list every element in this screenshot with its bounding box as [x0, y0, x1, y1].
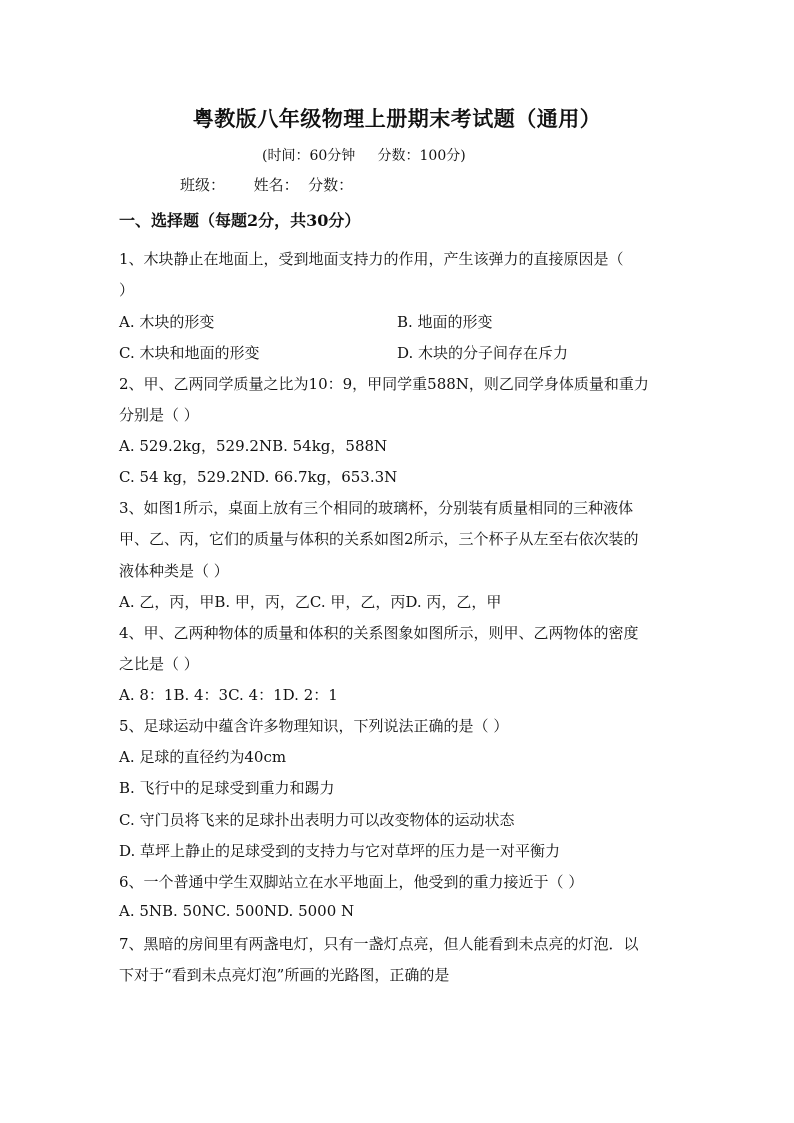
- exam-time-score: (时间：60分钟 分数：100分): [262, 148, 466, 164]
- question-6-options: A. 5NB. 50NC. 500ND. 5000 N: [119, 902, 355, 920]
- question-5-option-d: D. 草坪上静止的足球受到的支持力与它对草坪的压力是一对平衡力: [119, 842, 561, 860]
- question-3-options: A. 乙，丙，甲B. 甲，丙，乙C. 甲，乙，丙D. 丙，乙，甲: [119, 593, 502, 611]
- question-2-line-1: 2、甲、乙两同学质量之比为10：9，甲同学重588N，则乙同学身体质量和重力: [119, 375, 649, 393]
- page-title: 粤教版八年级物理上册期末考试题（通用）: [192, 106, 602, 131]
- question-1-line-1: 1、木块静止在地面上，受到地面支持力的作用，产生该弹力的直接原因是（: [119, 250, 624, 268]
- question-1-option-d: D. 木块的分子间存在斥力: [397, 344, 569, 362]
- question-6-line-1: 6、一个普通中学生双脚站立在水平地面上，他受到的重力接近于（ ）: [119, 873, 584, 891]
- question-7-line-2: 下对于“看到未点亮灯泡”所画的光路图，正确的是: [119, 966, 450, 984]
- question-2-options-ab: A. 529.2kg，529.2NB. 54kg，588N: [119, 437, 388, 455]
- question-4-line-1: 4、甲、乙两种物体的质量和体积的关系图象如图所示，则甲、乙两物体的密度: [119, 624, 639, 642]
- question-3-line-2: 甲、乙、丙，它们的质量与体积的关系如图2所示，三个杯子从左至右依次装的: [119, 530, 639, 548]
- question-2-options-cd: C. 54 kg，529.2ND. 66.7kg，653.3N: [119, 468, 398, 486]
- question-5-option-b: B. 飞行中的足球受到重力和踢力: [119, 779, 335, 797]
- question-5-line-1: 5、足球运动中蕴含许多物理知识，下列说法正确的是（ ）: [119, 717, 509, 735]
- question-5-option-c: C. 守门员将飞来的足球扑出表明力可以改变物体的运动状态: [119, 811, 515, 829]
- question-3-line-3: 液体种类是（ ）: [119, 562, 229, 580]
- question-4-line-2: 之比是（ ）: [119, 655, 199, 673]
- question-1-option-c: C. 木块和地面的形变: [119, 344, 260, 362]
- student-info-line: 班级： 姓名： 分数：: [180, 176, 354, 194]
- question-1-line-2: ）: [119, 281, 135, 299]
- question-5-option-a: A. 足球的直径约为40cm: [119, 748, 287, 766]
- question-1-option-a: A. 木块的形变: [119, 313, 215, 331]
- section-heading-choice: 一、选择题（每题2分，共30分）: [119, 211, 361, 230]
- question-7-line-1: 7、黑暗的房间里有两盏电灯，只有一盏灯点亮，但人能看到未点亮的灯泡．以: [119, 935, 639, 953]
- question-3-line-1: 3、如图1所示，桌面上放有三个相同的玻璃杯，分别装有质量相同的三种液体: [119, 499, 634, 517]
- question-1-option-b: B. 地面的形变: [397, 313, 493, 331]
- question-2-line-2: 分别是（ ）: [119, 406, 199, 424]
- question-4-options: A. 8：1B. 4：3C. 4：1D. 2：1: [119, 686, 338, 704]
